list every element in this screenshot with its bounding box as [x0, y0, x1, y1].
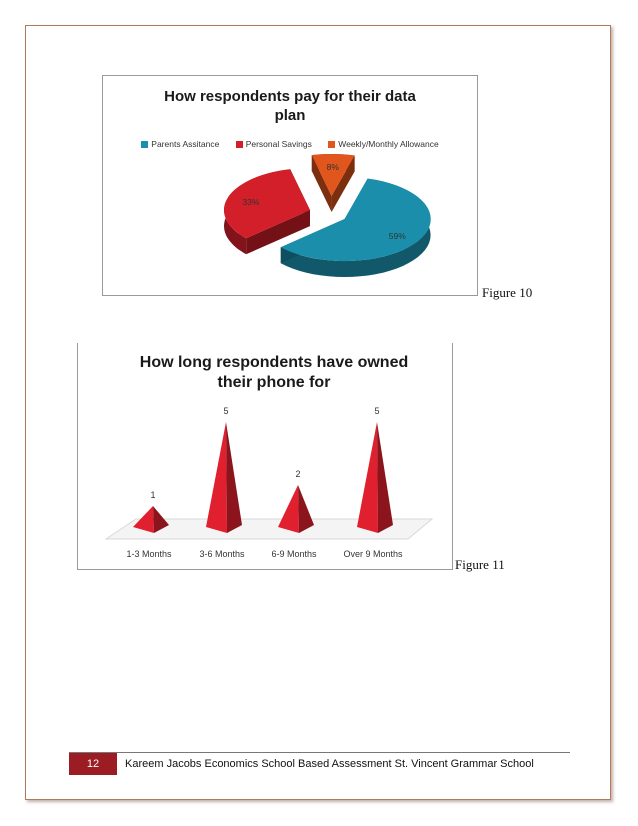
pie-data-label: 33% — [242, 197, 260, 208]
x-tick-label: Over 9 Months — [343, 549, 403, 559]
bar-data-label: 2 — [295, 469, 301, 479]
pie-plot — [103, 76, 477, 295]
pie-data-label: 59% — [388, 230, 406, 241]
legend-label: Weekly/Monthly Allowance — [338, 139, 439, 149]
x-tick-label: 6-9 Months — [271, 549, 317, 559]
page-number: 12 — [69, 753, 117, 775]
chart-title-line-2: their phone for — [217, 374, 331, 391]
bar-data-label: 5 — [223, 406, 229, 416]
pie-chart-data-plan — [102, 75, 478, 296]
bar-mark — [357, 422, 393, 533]
chart-title-line-1: How respondents pay for their data — [164, 88, 416, 105]
bar-mark — [206, 422, 242, 533]
x-tick-label: 3-6 Months — [199, 549, 245, 559]
bar-mark — [278, 485, 314, 533]
bar-data-label: 1 — [150, 490, 156, 500]
chart-title-line-1: How long respondents have owned — [139, 354, 409, 371]
chart-title-line-2: plan — [274, 106, 306, 124]
legend-label: Parents Assitance — [151, 139, 220, 149]
page-footer — [69, 752, 570, 775]
x-tick-label: 1-3 Months — [126, 549, 172, 559]
footer-text: Kareem Jacobs Economics School Based Assessment St. Vincent Grammar School — [125, 758, 534, 770]
figure-caption: Figure 10 — [482, 285, 533, 300]
pie-data-label: 8% — [326, 161, 339, 172]
bar-chart-phone-ownership — [77, 343, 453, 570]
bar-data-label: 5 — [374, 406, 380, 416]
legend-label: Personal Savings — [245, 139, 312, 149]
bar-plot — [78, 343, 452, 569]
figure-caption: Figure 11 — [455, 557, 505, 572]
